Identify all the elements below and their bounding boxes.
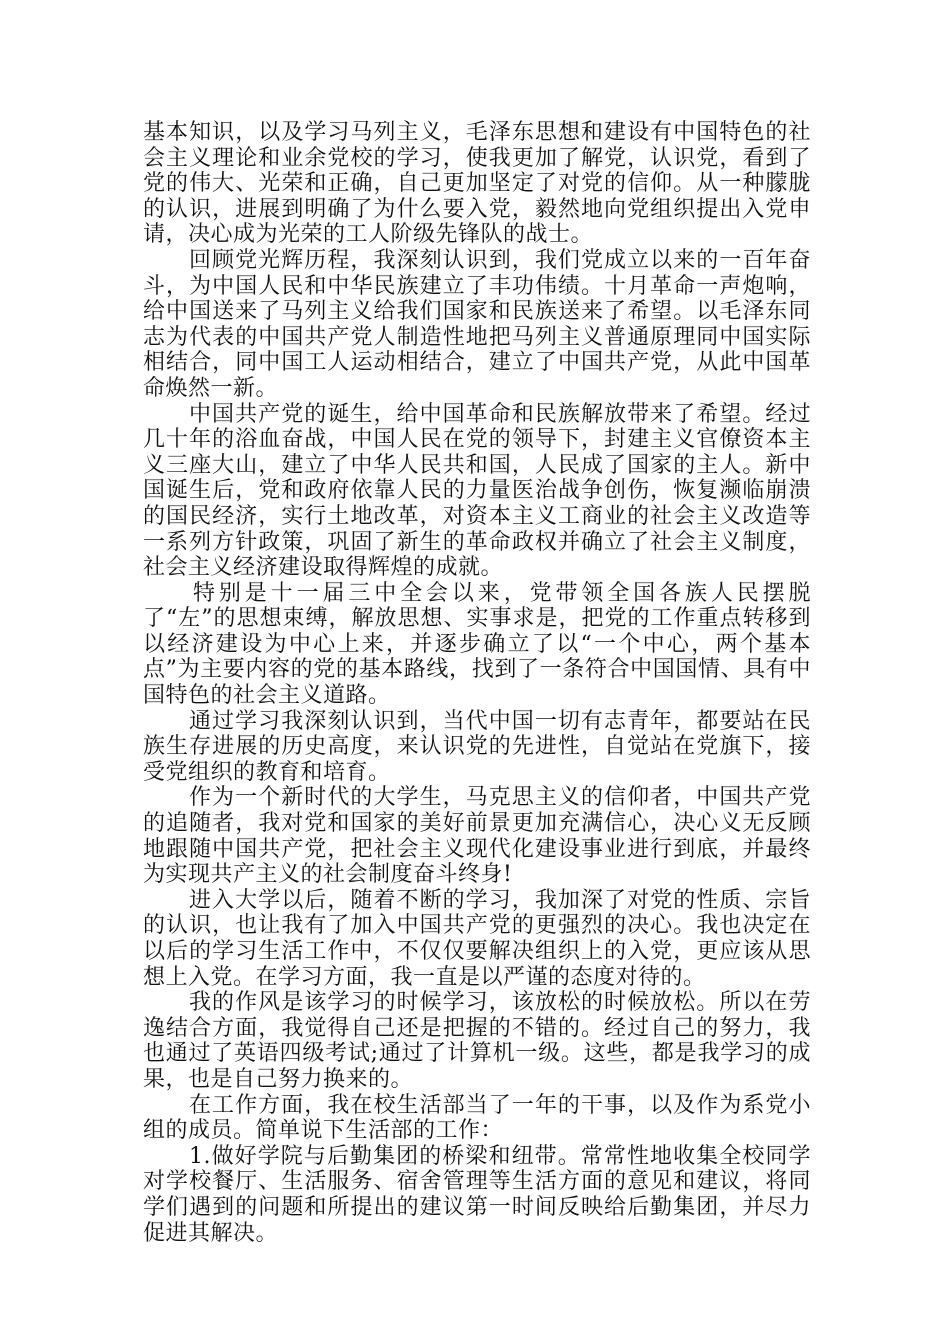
paragraph-youth: 通过学习我深刻认识到，当代中国一切有志青年，都要站在民族生存进展的历史高度，来认识党的先进性，自觉站在党旗下，接受党组织的教育和培育。: [143, 708, 811, 785]
paragraph-party-founding: 中国共产党的诞生，给中国革命和民族解放带来了希望。经过几十年的浴血奋战，中国人民在党的领导下，封建主义官僚资本主义三座大山，建立了中华人民共和国，人民成了国家的主人。新中国诞生后，党和政府依靠人民的力量医治战争创伤，恢复濒临崩溃的国民经济，实行土地改革，对资本主义工商业的社会主义改造等一系列方针政策，巩固了新生的革命政权并确立了社会主义制度，社会主义经济建设取得辉煌的成就。: [143, 401, 811, 581]
paragraph-list-item-1: 1.做好学院与后勤集团的桥梁和纽带。常常性地收集全校同学对学校餐厅、生活服务、宿舍管理等生活方面的意见和建议，将同学们遇到的问题和所提出的建议第一时间反映给后勤集团，并尽力促进其解决。: [143, 1143, 811, 1246]
paragraph-reform: 特别是十一届三中全会以来，党带领全国各族人民摆脱了“左”的思想束缚，解放思想、实事求是，把党的工作重点转移到以经济建设为中心上来，并逐步确立了以“一个中心，两个基本点”为主要内容的党的基本路线，找到了一条符合中国国情、具有中国特色的社会主义道路。: [143, 580, 811, 709]
paragraph-party-history: 回顾党光辉历程，我深刻认识到，我们党成立以来的一百年奋斗，为中国人民和中华民族建立了丰功伟绩。十月革命一声炮响，给中国送来了马列主义给我们国家和民族送来了希望。以毛泽东同志为代表的中国共产党人制造性地把马列主义普通原理同中国实际相结合，同中国工人运动相结合，建立了中国共产党，从此中国革命焕然一新。: [143, 247, 811, 401]
document-body: [143, 120, 811, 1246]
paragraph-intro: 基本知识，以及学习马列主义，毛泽东思想和建设有中国特色的社会主义理论和业余党校的学习，使我更加了解党，认识党，看到了党的伟大、光荣和正确，自己更加坚定了对党的信仰。从一种朦胧的认识，进展到明确了为什么要入党，毅然地向党组织提出入党申请，决心成为光荣的工人阶级先锋队的战士。: [143, 120, 811, 248]
paragraph-student: 作为一个新时代的大学生，马克思主义的信仰者，中国共产党的追随者，我对党和国家的美好前景更加充满信心，决心义无反顾地跟随中国共产党，把社会主义现代化建设事业进行到底，并最终为实现共产主义的社会制度奋斗终身!: [143, 785, 811, 888]
paragraph-work: 在工作方面，我在校生活部当了一年的干事，以及作为系党小组的成员。简单说下生活部的工作：: [143, 1092, 811, 1144]
paragraph-study-style: 我的作风是该学习的时候学习，该放松的时候放松。所以在劳逸结合方面，我觉得自己还是把握的不错的。经过自己的努力，我也通过了英语四级考试;通过了计算机一级。这些，都是我学习的成果，也是自己努力换来的。: [143, 990, 811, 1092]
paragraph-university: 进入大学以后，随着不断的学习，我加深了对党的性质、宗旨的认识，也让我有了加入中国共产党的更强烈的决心。我也决定在以后的学习生活工作中，不仅仅要解决组织上的入党，更应该从思想上入党。在学习方面，我一直是以严谨的态度对待的。: [143, 887, 811, 990]
